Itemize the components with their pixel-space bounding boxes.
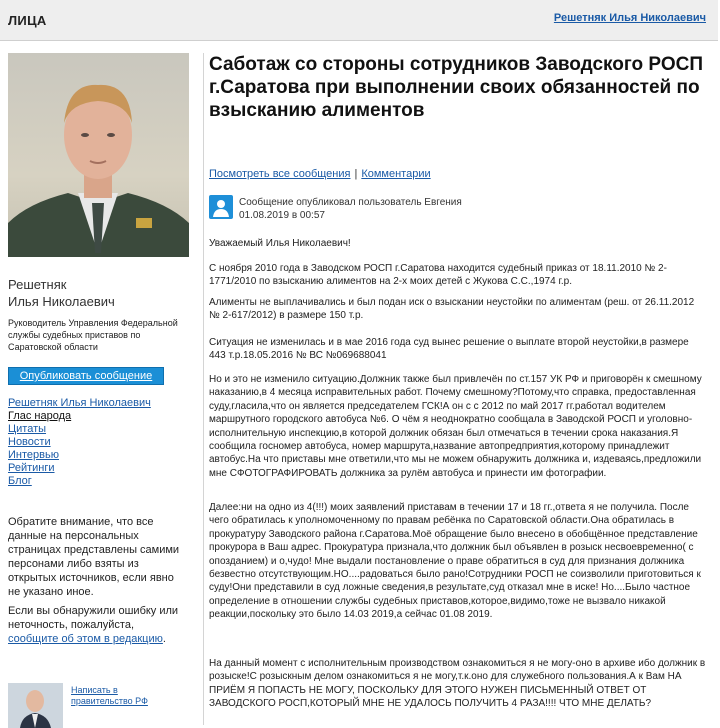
author-meta bbox=[239, 196, 462, 222]
article-paragraph: Уважаемый Илья Николаевич! bbox=[209, 238, 351, 249]
sidebar-item-glas-naroda[interactable]: Глас народа bbox=[8, 410, 72, 422]
person-name bbox=[8, 276, 115, 310]
top-bar bbox=[0, 0, 718, 41]
publish-message-button[interactable]: Опубликовать сообщение bbox=[8, 367, 164, 385]
write-to-government-link[interactable]: Написать в правительство РФ bbox=[71, 685, 148, 706]
data-source-notice: Обратите внимание, что все данные на персональных страницах представлены самими персонами либо взяты из открытых источников, если явно не указано иное. bbox=[8, 516, 180, 598]
comments-link[interactable]: Комментарии bbox=[361, 168, 431, 180]
sidebar-item-ratings[interactable]: Рейтинги bbox=[8, 462, 55, 474]
left-sidebar bbox=[0, 41, 197, 725]
article-paragraph: Ситуация не изменилась и в мае 2016 года суд вынес решение о выплате второй неустойки,в размере 443 т.р.18.05.2016 № ВС №069688041 bbox=[209, 337, 689, 362]
article-paragraph: Но и это не изменило ситуацию.Должник также был привлечён по ст.157 УК РФ и приговорён к смешному наказанию,в 4 месяца исправительных работ. Почему смешному?Потому,что справка, предоставленная суду,гласила,что он является председателем ГСК!А он с с 2012 по май 2017 гг.работал водителем маршрутного городского автобуса №6. О чём я неоднократно сообщала в Заводской РОСП и уголовно-исполнительную инспекцию,в которой должник обязан был отмечаться в течении срока наказания.Я сообщила госномер автобуса, номер маршрута,название автопредприятия,которому принадлежит автобус.На что приставы мне ответили,что мы не можем обнаружить должника и, издеваясь,предложили мне СФОТОГРАФИРОВАТЬ должника за рулём автобуса и принести им фотографии. bbox=[209, 374, 702, 479]
sidebar-item-profile[interactable]: Решетняк Илья Николаевич bbox=[8, 397, 151, 409]
sidebar-item-interviews[interactable]: Интервью bbox=[8, 449, 59, 461]
article-paragraph: С ноября 2010 года в Заводском РОСП г.Саратова находится судебный приказ от 18.11.2010 № 2-1771/2010 по взысканию алиментов на 2-х моих детей с Жукова С.С.,1974 г.р. bbox=[209, 263, 667, 288]
person-surname: Решетняк bbox=[8, 277, 67, 292]
report-error-link[interactable]: сообщите об этом в редакцию bbox=[8, 633, 163, 645]
author-line: Сообщение опубликовал пользователь Евгения bbox=[239, 197, 462, 208]
sidebar-item-quotes[interactable]: Цитаты bbox=[8, 423, 47, 435]
error-report-notice: Если вы обнаружили ошибку или неточность, пожалуйста, сообщите об этом в редакцию. bbox=[8, 605, 179, 645]
article-links bbox=[209, 168, 431, 180]
person-header-link[interactable]: Решетняк Илья Николаевич bbox=[553, 12, 706, 24]
section-title: ЛИЦА bbox=[8, 13, 47, 28]
user-avatar-icon bbox=[209, 195, 233, 219]
all-messages-link[interactable]: Посмотреть все сообщения bbox=[209, 168, 351, 180]
sidebar-nav bbox=[8, 397, 151, 488]
article-paragraph: На данный момент с исполнительным производством ознакомиться я не могу-оно в архиве ибо должник в розыске!С розыскным делом ознакомиться я не могу,т.к.оно для служебного пользования.А к Вам НА ПРИЁМ Я ПОПАСТЬ НЕ МОГУ, ПОСКОЛЬКУ ДЛЯ ЭТОГО НУЖЕН ПИСЬМЕННЫЙ ОТВЕТ ОТ ЗАВОДСКОГО РОСП,КОТОРЫЙ МНЕ НЕ УДАЛОСЬ ПОЛУЧИТЬ 4 РАЗА!!!! ЧТО МНЕ ДЕЛАТЬ? bbox=[209, 658, 706, 710]
person-position: Руководитель Управления Федеральной службы судебных приставов по Саратовской области bbox=[8, 318, 178, 352]
sidebar-item-blog[interactable]: Блог bbox=[8, 475, 32, 487]
article-paragraph: Алименты не выплачивались и был подан иск о взыскании неустойки по алиментам (реш. от 26.11.2012 № 2-617/2012) в размере 150 т.р. bbox=[209, 297, 695, 322]
article bbox=[209, 53, 706, 710]
link-separator: | bbox=[354, 168, 358, 180]
article-paragraph: Далее:ни на одно из 4(!!!) моих заявлений приставам в течении 17 и 18 гг.,ответа я не получила. После чего обратилась к уполномоченному по правам ребёнка по Саратовской области.Она обратилась в прокуратуру Заводского района г.Саратова.Моё обращение было внесено в обобщённое представление прокурора в Ваш адрес. Прокуратура признала,что должник был объявлен в розыск несвоевременно( с опозданием) и о,чудо! Мне выдали постановление о праве обратиться в суд для признания должника безвестно отсутствующим.НО....радоваться было рано!Сотрудники РОСП не соизволили приготовиться к суду!Они представили в суд ложные сведения,в результате,суд отказал мне в иске! Но....Было частное определение в отношении службы судебных приставов,которое,видимо,тоже не вызвало никакой реакции,поскольку это было 14.03 2019,а сейчас 01.08 2019. bbox=[209, 502, 701, 621]
government-photo[interactable] bbox=[8, 683, 63, 728]
article-title: Саботаж со стороны сотрудников Заводского РОСП г.Саратова при выполнении своих обязанностей по взысканию алиментов bbox=[209, 54, 703, 121]
column-divider bbox=[203, 53, 204, 725]
publish-date: 01.08.2019 в 00:57 bbox=[239, 210, 325, 221]
person-photo bbox=[8, 53, 189, 257]
sidebar-item-news[interactable]: Новости bbox=[8, 436, 51, 448]
error-report-text: Если вы обнаружили ошибку или неточность, пожалуйста, bbox=[8, 605, 179, 631]
person-given-names: Илья Николаевич bbox=[8, 294, 115, 309]
